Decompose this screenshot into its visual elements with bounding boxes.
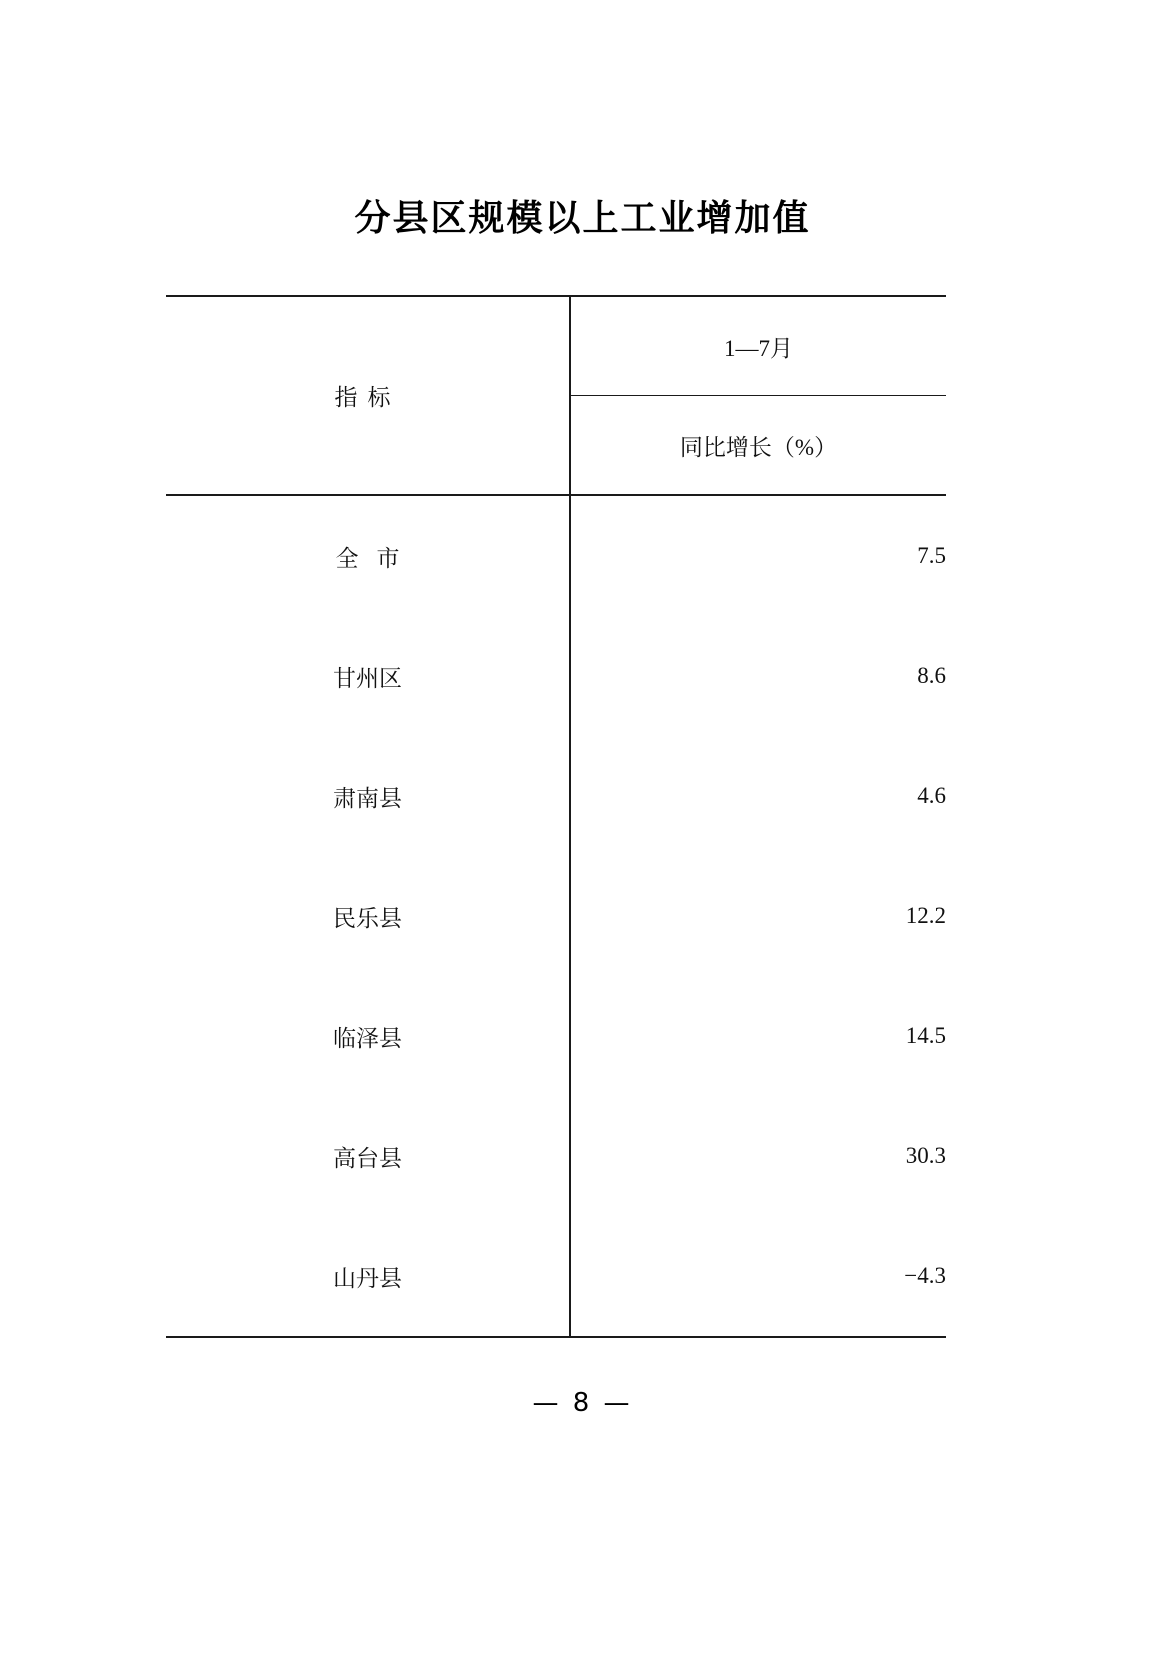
statistics-table (166, 295, 946, 1338)
table-row (166, 736, 946, 856)
row-value: 4.6 (917, 783, 946, 808)
row-value: 14.5 (905, 1023, 946, 1048)
row-label: 高台县 (166, 1096, 570, 1216)
column-header-period: 1—7月 (570, 296, 946, 396)
row-label: 山丹县 (166, 1216, 570, 1337)
page-number: — 8 — (532, 1388, 633, 1418)
table-row (166, 1216, 946, 1337)
row-label: 全市 (166, 495, 570, 616)
column-header-growth: 同比增长（%） (570, 396, 946, 496)
row-value: 7.5 (917, 543, 946, 568)
table-row (166, 616, 946, 736)
table-header-row-period (166, 296, 946, 396)
row-value: 30.3 (905, 1143, 946, 1168)
row-label: 甘州区 (166, 616, 570, 736)
table-row (166, 856, 946, 976)
row-value: 8.6 (917, 663, 946, 688)
table-row (166, 1096, 946, 1216)
page-title: 分县区规模以上工业增加值 (354, 198, 811, 239)
row-value: −4.3 (570, 1216, 946, 1337)
statistics-table-container (166, 295, 946, 1338)
row-label: 肃南县 (166, 736, 570, 856)
row-value: 12.2 (905, 903, 946, 928)
column-header-indicator: 指标 (166, 296, 570, 495)
table-row (166, 495, 946, 616)
table-row (166, 976, 946, 1096)
row-label: 民乐县 (166, 856, 570, 976)
row-label: 临泽县 (166, 976, 570, 1096)
